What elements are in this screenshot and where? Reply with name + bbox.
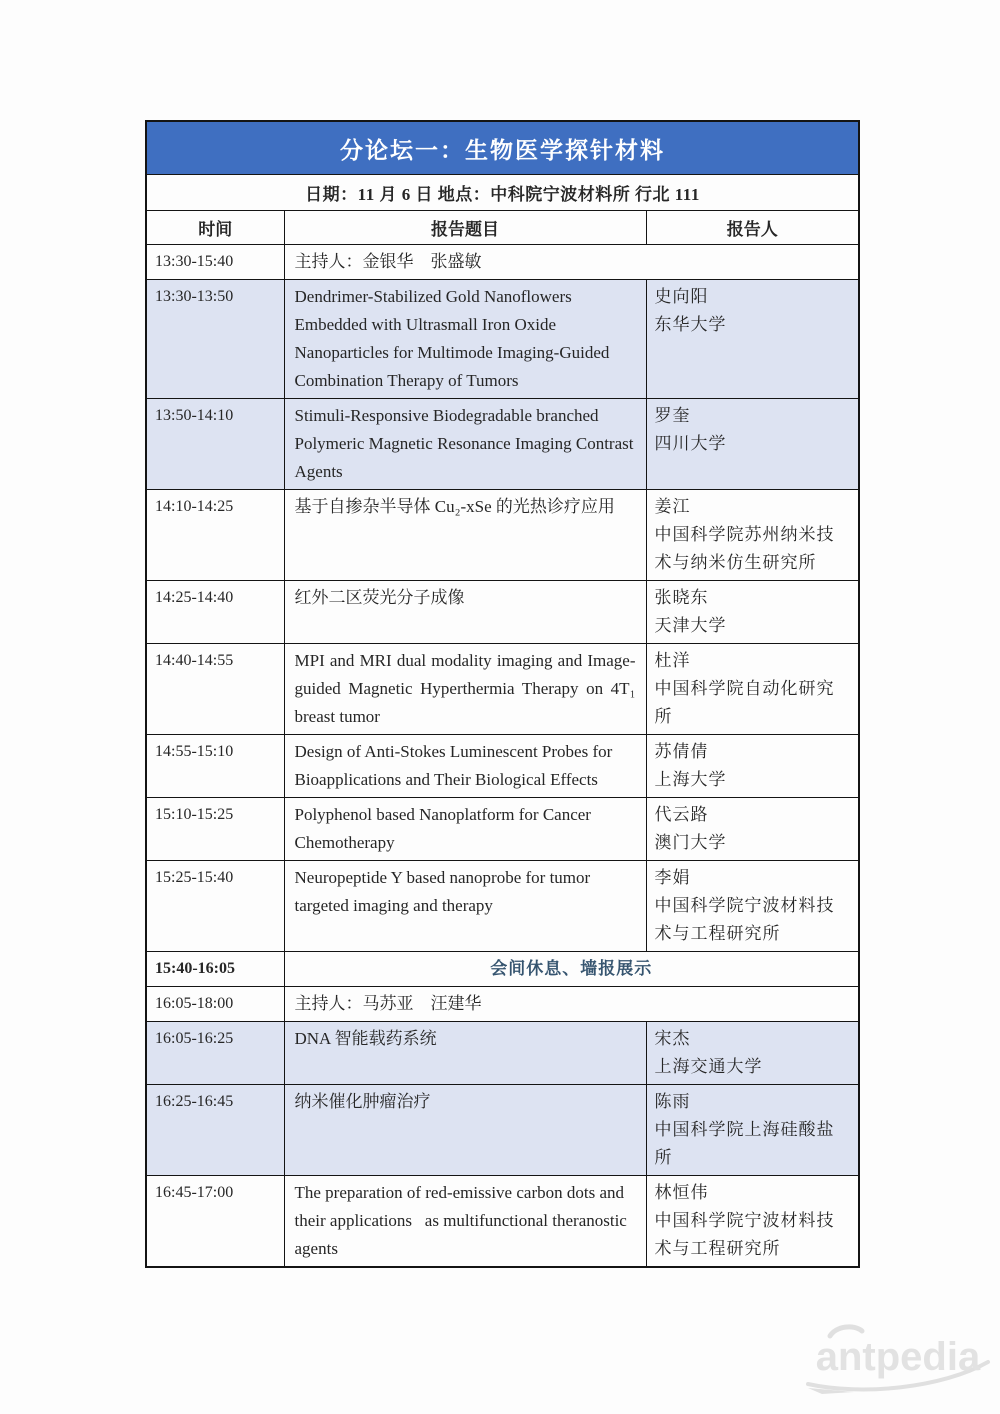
talk-row [146, 1176, 859, 1268]
speaker-cell [646, 644, 859, 735]
time-cell: 16:45-17:00 [146, 1176, 284, 1268]
break-cell: 会间休息、墙报展示 [284, 952, 859, 987]
speaker-affiliation: 中国科学院自动化研究所 [654, 679, 835, 726]
time-cell: 16:25-16:45 [146, 1085, 284, 1176]
speaker-affiliation: 上海交通大学 [654, 1057, 763, 1076]
talk-row [146, 1085, 859, 1176]
talk-row [146, 1022, 859, 1085]
time-cell: 16:05-16:25 [146, 1022, 284, 1085]
schedule-body [146, 121, 859, 1267]
time-cell: 15:40-16:05 [146, 952, 284, 987]
talk-row [146, 735, 859, 798]
session-title: 分论坛一：生物医学探针材料 [146, 121, 859, 175]
speaker-cell [646, 581, 859, 644]
talk-title-cell: DNA 智能载药系统 [284, 1022, 646, 1085]
talk-row [146, 861, 859, 952]
talk-title-cell: 基于自掺杂半导体 Cu₂-xSe 的光热诊疗应用 [284, 490, 646, 581]
chair-row [146, 987, 859, 1022]
speaker-affiliation: 澳门大学 [654, 833, 727, 852]
speaker-name: 林恒伟 [654, 1183, 709, 1202]
time-cell: 13:30-15:40 [146, 245, 284, 280]
date-location-row [146, 175, 859, 211]
speaker-cell [646, 490, 859, 581]
column-header-row [146, 211, 859, 245]
talk-title-cell: 红外二区荧光分子成像 [284, 581, 646, 644]
chair-row [146, 245, 859, 280]
date-location: 日期：11 月 6 日 地点：中科院宁波材料所 行北 111 [146, 175, 859, 211]
speaker-cell [646, 399, 859, 490]
speaker-name: 宋杰 [654, 1029, 691, 1048]
speaker-name: 李娟 [654, 868, 691, 887]
speaker-name: 代云路 [654, 805, 709, 824]
speaker-name: 苏倩倩 [654, 742, 709, 761]
speaker-name: 陈雨 [654, 1092, 691, 1111]
column-header-speaker: 报告人 [646, 211, 859, 245]
speaker-affiliation: 上海大学 [654, 770, 727, 789]
column-header-title: 报告题目 [284, 211, 646, 245]
talk-row [146, 798, 859, 861]
time-cell: 15:10-15:25 [146, 798, 284, 861]
talk-title-cell: Design of Anti-Stokes Luminescent Probes for Bioapplications and Their Biological Effects [284, 735, 646, 798]
speaker-cell [646, 735, 859, 798]
time-cell: 14:40-14:55 [146, 644, 284, 735]
talk-row [146, 644, 859, 735]
speaker-cell [646, 798, 859, 861]
time-cell: 14:25-14:40 [146, 581, 284, 644]
time-cell: 14:55-15:10 [146, 735, 284, 798]
talk-title-cell: MPI and MRI dual modality imaging and Image-guided Magnetic Hyperthermia Therapy on 4T₁ breast tumor [284, 644, 646, 735]
talk-title-cell: The preparation of red-emissive carbon dots and their applications as multifunctional theranostic agents [284, 1176, 646, 1268]
chair-cell: 主持人：金银华 张盛敏 [284, 245, 859, 280]
speaker-name: 姜江 [654, 497, 691, 516]
talk-row [146, 581, 859, 644]
talk-title-cell: Neuropeptide Y based nanoprobe for tumor targeted imaging and therapy [284, 861, 646, 952]
talk-row [146, 280, 859, 399]
speaker-affiliation: 中国科学院宁波材料技术与工程研究所 [654, 1211, 835, 1258]
speaker-name: 罗奎 [654, 406, 691, 425]
speaker-cell [646, 280, 859, 399]
time-cell: 14:10-14:25 [146, 490, 284, 581]
talk-row [146, 490, 859, 581]
time-cell: 16:05-18:00 [146, 987, 284, 1022]
talk-title-cell: 纳米催化肿瘤治疗 [284, 1085, 646, 1176]
speaker-name: 张晓东 [654, 588, 709, 607]
speaker-affiliation: 中国科学院苏州纳米技术与纳米仿生研究所 [654, 525, 835, 572]
talk-title-cell: Stimuli-Responsive Biodegradable branched Polymeric Magnetic Resonance Imaging Contrast Agents [284, 399, 646, 490]
session-title-row [146, 121, 859, 175]
talk-title-cell: Polyphenol based Nanoplatform for Cancer Chemotherapy [284, 798, 646, 861]
speaker-affiliation: 四川大学 [654, 434, 727, 453]
time-cell: 13:30-13:50 [146, 280, 284, 399]
break-row [146, 952, 859, 987]
speaker-name: 杜洋 [654, 651, 691, 670]
speaker-name: 史向阳 [654, 287, 709, 306]
antpedia-watermark [802, 1322, 994, 1400]
speaker-cell [646, 861, 859, 952]
speaker-affiliation: 中国科学院上海硅酸盐所 [654, 1120, 835, 1167]
talk-row [146, 399, 859, 490]
schedule-table [145, 120, 860, 1268]
speaker-affiliation: 天津大学 [654, 616, 727, 635]
time-cell: 13:50-14:10 [146, 399, 284, 490]
talk-title-cell: Dendrimer-Stabilized Gold Nanoflowers Embedded with Ultrasmall Iron Oxide Nanoparticles for Multimode Imaging-Guided Combination Therapy of Tumors [284, 280, 646, 399]
speaker-affiliation: 东华大学 [654, 315, 727, 334]
speaker-affiliation: 中国科学院宁波材料技术与工程研究所 [654, 896, 835, 943]
speaker-cell [646, 1022, 859, 1085]
speaker-cell [646, 1085, 859, 1176]
chair-cell: 主持人：马苏亚 汪建华 [284, 987, 859, 1022]
watermark-text: antpedia [815, 1335, 981, 1379]
time-cell: 15:25-15:40 [146, 861, 284, 952]
speaker-cell [646, 1176, 859, 1268]
column-header-time: 时间 [146, 211, 284, 245]
